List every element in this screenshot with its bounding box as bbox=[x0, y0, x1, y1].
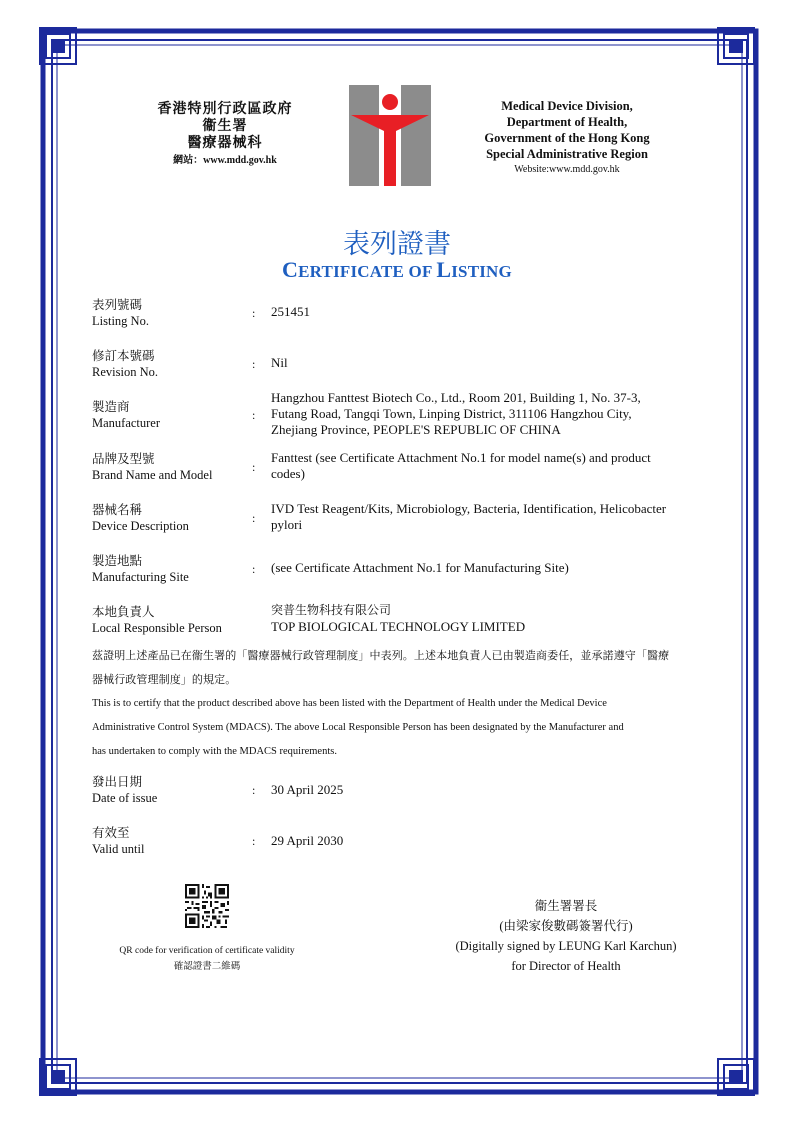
brand-model-value-line: Fanttest (see Certificate Attachment No.1 for model name(s) and product bbox=[271, 450, 651, 465]
certificate-title-cn: 表列證書 bbox=[343, 229, 451, 260]
manufacturer-value-line: Zhejiang Province, PEOPLE'S REPUBLIC OF CHINA bbox=[271, 422, 561, 437]
valid-until-label-cn: 有效至 bbox=[92, 826, 130, 840]
manufacturer-label bbox=[92, 399, 160, 431]
header-cn-line-1: 香港特別行政區政府 bbox=[157, 102, 293, 117]
header-en-block bbox=[452, 98, 682, 178]
header-cn-line-2: 衞生署 bbox=[202, 119, 248, 134]
colon: : bbox=[252, 834, 256, 848]
date-of-issue-value: 30 April 2025 bbox=[271, 782, 344, 797]
brand-model-label-en: Brand Name and Model bbox=[92, 468, 213, 482]
valid-until-label bbox=[92, 825, 144, 857]
local-responsible-person-value bbox=[271, 601, 711, 635]
statement-en-line: This is to certify that the product described above has been listed with the Department of Health under the Medical Device bbox=[92, 698, 607, 709]
title-initial-2: L bbox=[436, 257, 452, 282]
device-description-label-cn: 器械名稱 bbox=[92, 503, 143, 517]
revision-no-label bbox=[92, 348, 158, 380]
valid-until-label-en: Valid until bbox=[92, 842, 145, 856]
signature-line: 衞生署署長 bbox=[534, 899, 598, 913]
statement-en-line: Administrative Control System (MDACS). The above Local Responsible Person has been designated by the Manufacturer and bbox=[92, 722, 624, 733]
listing-no-label bbox=[92, 297, 149, 329]
qr-caption-cn: 確認證書二維碼 bbox=[173, 962, 241, 972]
title-rest-1: ERTIFICATE OF bbox=[298, 262, 437, 281]
statement-en bbox=[92, 692, 714, 764]
colon: : bbox=[252, 357, 256, 371]
header-cn-block bbox=[130, 101, 320, 169]
colon: : bbox=[252, 511, 256, 525]
signature-line: (Digitally signed by LEUNG Karl Karchun) bbox=[455, 939, 677, 953]
header-en-line-3: Government of the Hong Kong bbox=[484, 131, 650, 145]
header-cn-website: 網站：www.mdd.gov.hk bbox=[173, 155, 277, 166]
signature-line: (由梁家俊數碼簽署代行) bbox=[499, 919, 633, 933]
header-en-line-1: Medical Device Division, bbox=[501, 99, 633, 113]
revision-no-label-en: Revision No. bbox=[92, 365, 158, 379]
listing-no-label-en: Listing No. bbox=[92, 314, 149, 328]
colon: : bbox=[252, 460, 256, 474]
manufacturer-label-cn: 製造商 bbox=[92, 400, 130, 414]
certificate-title-en bbox=[0, 257, 794, 283]
statement-cn bbox=[92, 644, 714, 692]
revision-no-label-cn: 修訂本號碼 bbox=[92, 349, 155, 363]
department-of-health-logo bbox=[349, 85, 431, 186]
manufacturing-site-value: (see Certificate Attachment No.1 for Manufacturing Site) bbox=[271, 560, 569, 575]
device-description-value-line: pylori bbox=[271, 517, 303, 532]
revision-no-value: Nil bbox=[271, 355, 288, 370]
manufacturer-value-line: Futang Road, Tangqi Town, Linping District, 311106 Hangzhou City, bbox=[271, 406, 632, 421]
signature-block bbox=[440, 896, 692, 976]
brand-model-value-line: codes) bbox=[271, 466, 305, 481]
statement-cn-line: 器械行政管理制度」的規定。 bbox=[92, 674, 237, 686]
header-en-line-4: Special Administrative Region bbox=[486, 147, 648, 161]
qr-caption bbox=[92, 943, 322, 975]
colon: : bbox=[252, 408, 256, 422]
local-responsible-person-label bbox=[92, 604, 222, 636]
header-en-website: Website:www.mdd.gov.hk bbox=[514, 164, 620, 175]
device-description-value bbox=[271, 501, 711, 533]
device-description-value-line: IVD Test Reagent/Kits, Microbiology, Bacteria, Identification, Helicobacter bbox=[271, 501, 667, 516]
brand-model-label-cn: 品牌及型號 bbox=[92, 452, 155, 466]
brand-model-value bbox=[271, 450, 711, 482]
colon: : bbox=[252, 783, 256, 797]
signature-line: for Director of Health bbox=[511, 959, 621, 973]
qr-caption-en: QR code for verification of certificate validity bbox=[119, 946, 295, 956]
device-description-label-en: Device Description bbox=[92, 519, 189, 533]
listing-no-value: 251451 bbox=[271, 304, 310, 319]
title-rest-2: ISTING bbox=[451, 262, 512, 281]
manufacturing-site-label-en: Manufacturing Site bbox=[92, 570, 189, 584]
local-responsible-person-value-en: TOP BIOLOGICAL TECHNOLOGY LIMITED bbox=[271, 619, 526, 634]
colon: : bbox=[252, 562, 256, 576]
valid-until-value: 29 April 2030 bbox=[271, 833, 344, 848]
brand-model-label bbox=[92, 451, 212, 483]
manufacturer-value-line: Hangzhou Fanttest Biotech Co., Ltd., Room 201, Building 1, No. 37-3, bbox=[271, 390, 641, 405]
statement-cn-line: 茲證明上述產品已在衞生署的「醫療器械行政管理制度」中表列。上述本地負責人已由製造商委任，並承諾遵守「醫療 bbox=[92, 650, 670, 662]
header-cn-line-3: 醫療器械科 bbox=[187, 136, 263, 151]
date-of-issue-label bbox=[92, 774, 157, 806]
local-responsible-person-value-cn: 突普生物科技有限公司 bbox=[271, 603, 392, 617]
date-of-issue-label-cn: 發出日期 bbox=[92, 775, 143, 789]
date-of-issue-label-en: Date of issue bbox=[92, 791, 158, 805]
manufacturing-site-label bbox=[92, 553, 189, 585]
statement-en-line: has undertaken to comply with the MDACS requirements. bbox=[92, 746, 337, 757]
device-description-label bbox=[92, 502, 189, 534]
verification-qr-code[interactable] bbox=[185, 884, 229, 928]
manufacturer-value bbox=[271, 390, 711, 438]
colon: : bbox=[252, 306, 256, 320]
manufacturing-site-label-cn: 製造地點 bbox=[92, 554, 143, 568]
local-responsible-person-label-cn: 本地負責人 bbox=[92, 605, 155, 619]
title-initial-1: C bbox=[282, 257, 299, 282]
local-responsible-person-label-en: Local Responsible Person bbox=[92, 621, 222, 635]
listing-no-label-cn: 表列號碼 bbox=[92, 298, 143, 312]
manufacturer-label-en: Manufacturer bbox=[92, 416, 161, 430]
header-en-line-2: Department of Health, bbox=[506, 115, 628, 129]
